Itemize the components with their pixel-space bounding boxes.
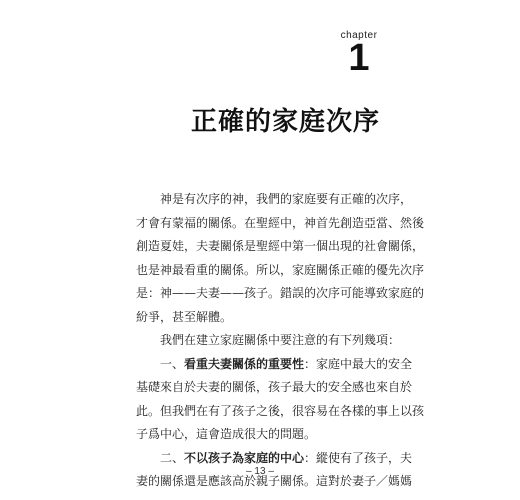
text-line: 紛爭，甚至解體。	[136, 309, 233, 324]
text-line: 此。但我們在有了孩子之後，很容易在各樣的事上以孩	[136, 403, 425, 418]
text-line: 妻的關係還是應該高於親子關係。這對於妻子／媽媽	[136, 474, 413, 488]
text-line: 才會有蒙福的關係。在聖經中，神首先創造亞當、然後	[136, 215, 425, 230]
point-1-prefix: 一、	[160, 356, 185, 371]
point-2-heading: 不以孩子為家庭的中心	[184, 450, 305, 465]
text-line: 基礎來自於夫妻的關係，孩子最大的安全感也來自於	[136, 380, 413, 394]
chapter-label: chapter	[340, 30, 378, 41]
point-2-prefix: 二、	[160, 450, 185, 465]
point-2-line-rest: ：縱使有了孩子，夫	[304, 450, 413, 465]
point-1-line-rest: ：家庭中最大的安全	[304, 356, 413, 371]
text-line: 子爲中心，這會造成很大的問題。	[136, 427, 317, 441]
page-number: – 13 –	[246, 466, 274, 477]
text-line: 是：神——夫妻——孩子。錯誤的次序可能導致家庭的	[136, 286, 425, 300]
point-1-heading: 看重夫妻關係的重要性	[184, 356, 305, 371]
text-line: 也是神最看重的關係。所以，家庭關係正確的優先次序	[136, 262, 425, 277]
text-line: 神是有次序的神，我們的家庭要有正確的次序，	[160, 192, 413, 206]
body-text	[136, 188, 425, 494]
chapter-number: 1	[348, 37, 370, 79]
chapter-title: 正確的家庭次序	[190, 107, 380, 137]
text-line: 我們在建立家庭關係中要注意的有下列幾項：	[160, 333, 401, 347]
point-1-first-line	[136, 353, 413, 377]
text-line: 創造夏娃，夫妻關係是聖經中第一個出現的社會關係，	[136, 239, 425, 253]
